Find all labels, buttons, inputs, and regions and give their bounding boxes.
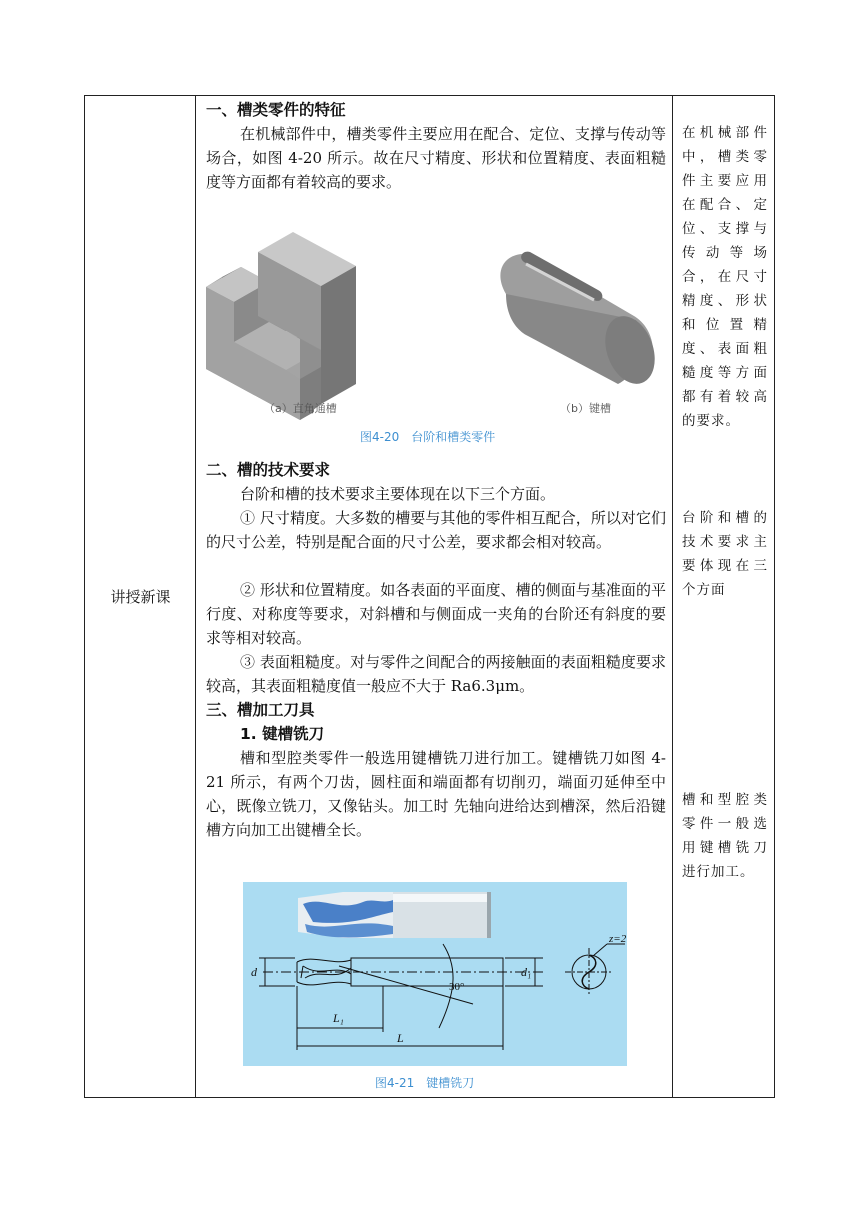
section2-item2: ② 形状和位置精度。如各表面的平面度、槽的侧面与基准面的平行度、对称度等要求，对斜槽和与侧面成一夹角的台阶还有斜度的要求等相对较高。 <box>206 581 666 647</box>
section3-heading: 三、槽加工刀具 <box>206 701 315 719</box>
note-2: 台阶和槽的技术要求主要体现在三个方面 <box>682 510 768 598</box>
section2-heading: 二、槽的技术要求 <box>206 461 331 479</box>
section3-paragraph: 槽和型腔类零件一般选用键槽铣刀进行加工。键槽铣刀如图 4-21 所示，有两个刀齿，圆柱面和端面都有切削刃，端面刃延伸至中心，既像立铣刀，又像钻头。加工时 先轴向进给达到槽深，然后沿键槽方向加工出键槽全长。 <box>206 749 666 839</box>
keyway-shaft-part <box>500 252 663 391</box>
cutter-photo <box>298 892 491 938</box>
section3-subheading: 1. 键槽铣刀 <box>240 725 325 743</box>
section2-intro: 台阶和槽的技术要求主要体现在以下三个方面。 <box>240 485 556 503</box>
label-L: L <box>397 1031 404 1045</box>
label-angle: 30° <box>449 981 465 993</box>
label-L1: L₁ <box>333 1011 344 1025</box>
column-divider-right <box>672 96 673 1097</box>
label-z: z=2 <box>609 933 627 945</box>
label-d: d <box>251 965 257 979</box>
figure-4-20-title: 图4-20 台阶和槽类零件 <box>360 430 496 444</box>
figure-4-21-title: 图4-21 键槽铣刀 <box>375 1076 475 1090</box>
figure-4-20-caption-b: （b）键槽 <box>560 402 611 415</box>
figure-4-20-caption-a: （a）直角通槽 <box>264 402 337 415</box>
note-3: 槽和型腔类零件一般选用键槽铣刀进行加工。 <box>682 792 768 880</box>
left-column <box>85 96 196 1097</box>
section2-item1: ① 尺寸精度。大多数的槽要与其他的零件相互配合，所以对它们的尺寸公差，特别是配合面的尺寸公差，要求都会相对较高。 <box>206 509 666 551</box>
left-column-label: 讲授新课 <box>110 588 171 606</box>
right-angle-slot-part <box>206 232 356 420</box>
label-d1: d₁ <box>521 965 532 979</box>
section1-heading: 一、槽类零件的特征 <box>206 101 346 119</box>
figure-4-21 <box>243 882 627 1066</box>
note-1: 在机械部件中，槽类零件主要应用在配合、定位、支撑与传动等场合，在尺寸精度、形状和位置精度、表面粗糙度等方面都有着较高的要求。 <box>682 125 768 429</box>
lesson-table <box>84 95 775 1098</box>
section2-item3: ③ 表面粗糙度。对与零件之间配合的两接触面的表面粗糙度要求较高，其表面粗糙度值一般应不大于 Ra6.3μm。 <box>206 653 666 695</box>
section1-paragraph: 在机械部件中，槽类零件主要应用在配合、定位、支撑与传动等场合，如图 4-20 所示。故在尺寸精度、形状和位置精度、表面粗糙度等方面都有着较高的要求。 <box>206 125 666 191</box>
